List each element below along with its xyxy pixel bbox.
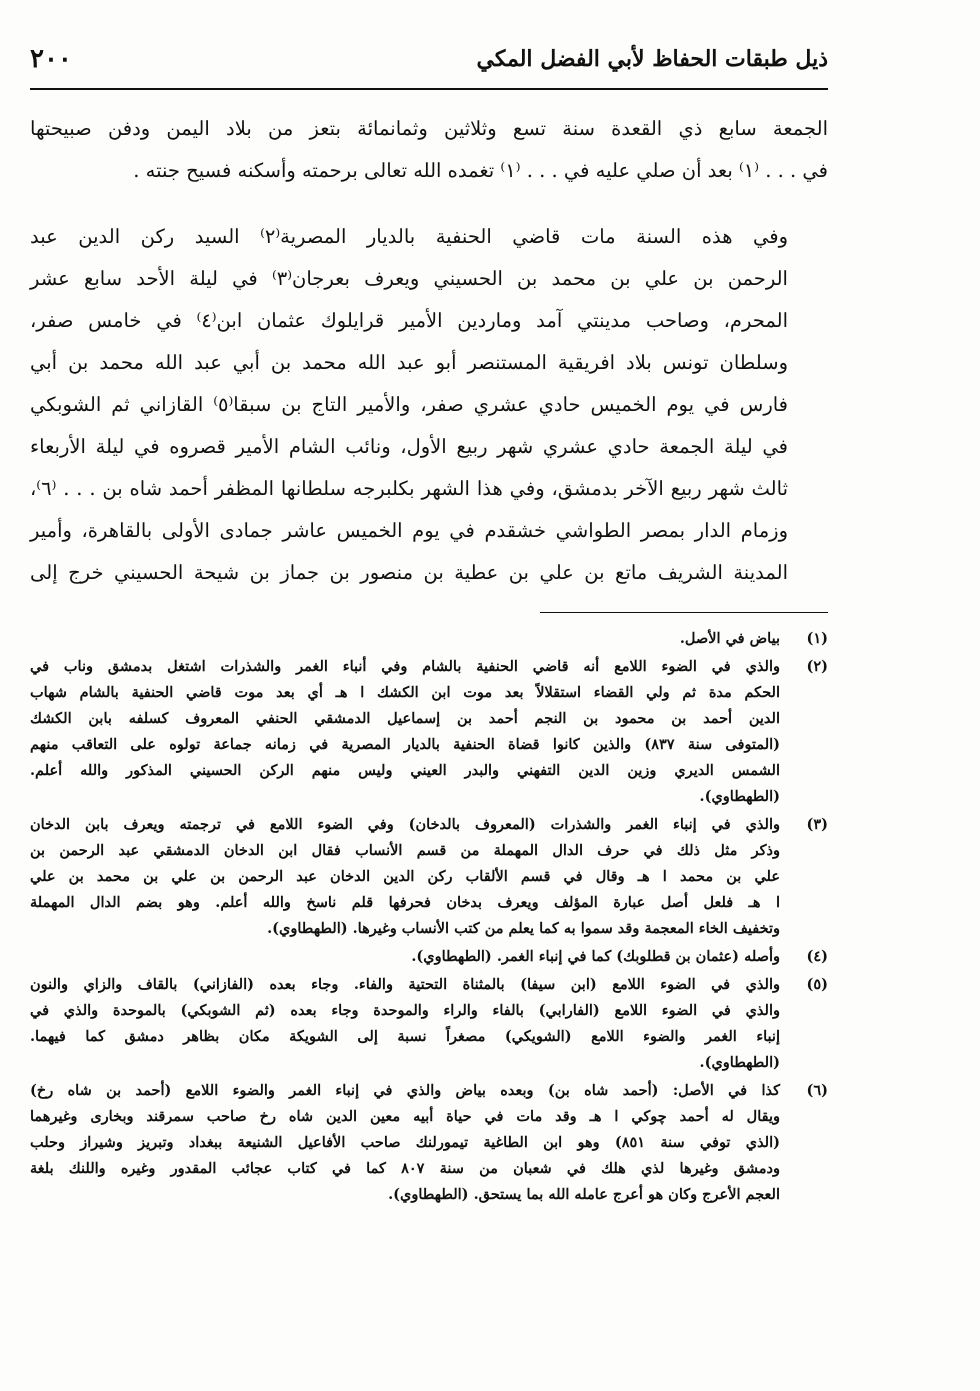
- footnote-line: الشمس الديري وزين الدين التفهني والبدر العيني وليس منهم الركن الحسيني المذكور والله أعلم.: [30, 762, 780, 779]
- footnote-line: والذي في الضوء اللامع أنه قاضي الحنفية بالشام وفي أنباء الغمر والشذرات اشتغل بدمشق وناب في: [30, 658, 780, 675]
- footnote-line: ويقال له أحمد چوكي ا هـ وقد مات في حياة أبيه معين الدين شاه رخ صاحب سمرقند وبخارى وغيرهما: [30, 1108, 780, 1125]
- footnote-separator: [540, 612, 828, 613]
- text-line: المحرم، وصاحب مدينتي آمد وماردين الأمير قرايلوك عثمان ابن⁽٤⁾ في خامس صفر،: [30, 309, 788, 332]
- footnote-number: (١): [806, 630, 828, 647]
- paragraph: [30, 216, 828, 594]
- footnote-line: العجم الأعرج وكان هو أعرج عامله الله بما يستحق. (الطهطاوي).: [388, 1186, 780, 1203]
- footnote-line: بياض في الأصل.: [679, 630, 780, 647]
- footnote-number: (٦): [806, 1082, 828, 1099]
- footnote-line: وتخفيف الخاء المعجمة وقد سموا به كما يعلم من كتب الأنساب وغيرها. (الطهطاوي).: [267, 920, 780, 937]
- footnote-line: وأصله (عثمان بن قطلوبك) كما في إنباء الغمر. (الطهطاوي).: [411, 948, 780, 965]
- footnote-line: كذا في الأصل: (أحمد شاه بن) وبعده بياض والذي في إنباء الغمر والضوء اللامع (أحمد بن شاه رخ): [30, 1082, 780, 1099]
- text-line: فارس في يوم الخميس حادي عشري صفر، والأمير التاج بن سبقا⁽٥⁾ القازاني ثم الشوبكي: [30, 393, 788, 416]
- footnote: [30, 654, 828, 810]
- text-line: ثالث شهر ربيع الآخر بدمشق، وفي هذا الشهر بكلبرجه سلطانها المظفر أحمد شاه بن . . . ⁽٦⁾،: [30, 477, 788, 500]
- footnote-line: علي بن محمد ا هـ وقال في قسم الألقاب ركن الدين الدخان عبد الرحمن بن علي بن محمد بن علي: [30, 868, 780, 885]
- footnote-line: (المتوفى سنة ٨٣٧) والذين كانوا قضاة الحنفية بالديار المصرية في زمانه جماعة تولوه على التعاقب منهم: [30, 736, 780, 753]
- footnote: [30, 972, 828, 1076]
- text-line: وفي هذه السنة مات قاضي الحنفية بالديار المصرية⁽٢⁾ السيد ركن الدين عبد: [30, 225, 788, 248]
- footnote-line: والذي في الضوء اللامع (ابن سيفا) بالمثناة التحتية والفاء. وجاء بعده (الفازاني) بالقاف والزاي والنون: [30, 976, 780, 993]
- page-number: ٢٠٠: [30, 44, 72, 74]
- text-line: وسلطان تونس بلاد افريقية المستنصر أبو عبد الله محمد بن أبي عبد الله محمد بن أبي: [30, 351, 788, 374]
- page-header: [30, 30, 828, 90]
- footnote-number: (٢): [806, 658, 828, 675]
- text-line: في . . . ⁽١⁾ بعد أن صلي عليه في . . . ⁽١⁾ تغمده الله تعالى برحمته وأسكنه فسيح جنته .: [133, 159, 828, 182]
- footnote: [30, 626, 828, 652]
- footnote: [30, 944, 828, 970]
- text-line: الجمعة سابع ذي القعدة سنة تسع وثلاثين وثمانمائة بتعز من بلاد اليمن ودفن صبيحتها: [30, 117, 828, 140]
- footnote-line: (الطهطاوي).: [699, 788, 780, 805]
- footnote-number: (٥): [806, 976, 828, 993]
- footnote-line: إنباء الغمر والضوء اللامع (الشويكي) مصغراً نسبة إلى الشويكة مكان بظاهر دمشق كما فيهما.: [30, 1028, 780, 1045]
- text-line: الرحمن بن علي بن محمد بن الحسيني ويعرف بعرجان⁽٣⁾ في ليلة الأحد سابع عشر: [30, 267, 788, 290]
- footnote-line: الحكم مدة ثم ولي القضاء استقلالاً بعد موت ابن الكشك ا هـ أي بعد موت قاضي الحنفية بالشام شهاب: [30, 684, 780, 701]
- footnote-number: (٣): [806, 816, 828, 833]
- text-line: المدينة الشريف ماتع بن علي بن عطية بن منصور بن جماز بن شيحة الحسيني خرج إلى: [30, 561, 788, 584]
- text-line: وزمام الدار بمصر الطواشي خشقدم في يوم الخميس عاشر جمادى الأولى بالقاهرة، وأمير: [30, 519, 788, 542]
- footnote-line: ودمشق وغيرها لذي هلك في شعبان من سنة ٨٠٧ كما في كتاب عجائب المقدور وغيره واللنك بلغة: [30, 1160, 780, 1177]
- running-title: ذيل طبقات الحفاظ لأبي الفضل المكي: [476, 46, 828, 72]
- body-text: [30, 108, 828, 594]
- footnote-line: والذي في إنباء الغمر والشذرات (المعروف بالدخان) وفي الضوء اللامع في ترجمته ويعرف بابن الدخان: [30, 816, 780, 833]
- footnote-line: الدين أحمد بن محمود بن النجم أحمد بن إسماعيل الدمشقي الحنفي المعروف كسلفه بابن الكشك: [30, 710, 780, 727]
- footnotes: [30, 626, 828, 1210]
- footnote: [30, 812, 828, 942]
- footnote-line: والذي في الضوء اللامع (الفارابي) بالفاء والراء والموحدة وجاء بعده (ثم الشوبكي) بالموحدة والذي في: [30, 1002, 780, 1019]
- text-line: في ليلة الجمعة حادي عشري شهر ربيع الأول، ونائب الشام الأمير قصروه في ليلة الأربعاء: [30, 435, 788, 458]
- paragraph: [30, 108, 828, 192]
- footnote-line: وذكر مثل ذلك في حرف الدال المهملة من قسم الأنساب فقال ابن الدخان الدمشقي عبد الرحمن بن: [30, 842, 780, 859]
- footnote-line: (الطهطاوي).: [699, 1054, 780, 1071]
- footnote: [30, 1078, 828, 1208]
- footnote-number: (٤): [806, 948, 828, 965]
- footnote-line: (الذي توفي سنة ٨٥١) وهو ابن الطاغية تيمورلنك صاحب الأفاعيل الشنيعة ببغداد وتبريز وشيراز وحلب: [30, 1134, 780, 1151]
- footnote-line: ا هـ فلعل أصل عبارة المؤلف ويعرف بدخان فحرفها قلم ناسخ والله أعلم. وهو بضم الدال المهملة: [30, 894, 780, 911]
